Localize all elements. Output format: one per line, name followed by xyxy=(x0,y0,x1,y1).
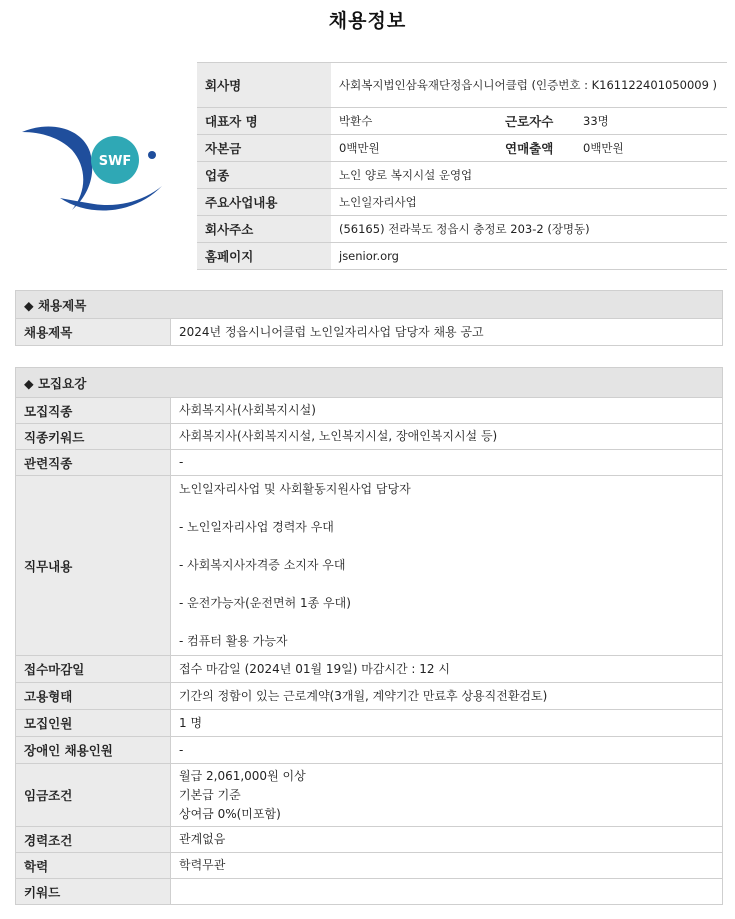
recruit-row xyxy=(16,879,723,905)
recruit-label: 임금조건 xyxy=(16,764,171,827)
recruit-row xyxy=(16,853,723,879)
recruit-row xyxy=(16,476,723,656)
recruit-row xyxy=(16,764,723,827)
recruit-value: 사회복지사(사회복지시설, 노인복지시설, 장애인복지시설 등) xyxy=(171,424,723,450)
homepage-value[interactable]: jsenior.org xyxy=(331,243,727,270)
job-description: 노인일자리사업 및 사회활동지원사업 담당자 - 노인일자리사업 경력자 우대 - 사회복지사자격증 소지자 우대 - 운전가능자(운전면허 1종 우대) - 컴퓨터 활용 가능자 xyxy=(171,476,723,656)
recruit-label: 학력 xyxy=(16,853,171,879)
recruit-value: 접수 마감일 (2024년 01월 19일) 마감시간 : 12 시 xyxy=(171,656,723,683)
title-section-header: ◆ 채용제목 xyxy=(16,291,723,319)
recruit-value: 관계없음 xyxy=(171,827,723,853)
recruit-label: 관련직종 xyxy=(16,450,171,476)
logo-text: SWF xyxy=(98,154,132,169)
recruit-row xyxy=(16,450,723,476)
recruit-value: 1 명 xyxy=(171,710,723,737)
title-section xyxy=(15,290,723,346)
recruit-label: 직종키워드 xyxy=(16,424,171,450)
business-value: 노인일자리사업 xyxy=(331,189,727,216)
recruit-label: 접수마감일 xyxy=(16,656,171,683)
company-row-capital xyxy=(197,135,727,162)
company-row-business xyxy=(197,189,727,216)
recruit-row xyxy=(16,710,723,737)
swf-logo-graphic xyxy=(20,118,170,218)
company-name-label: 회사명 xyxy=(197,63,331,108)
company-row-name xyxy=(197,63,727,108)
business-label: 주요사업내용 xyxy=(197,189,331,216)
recruit-label: 키워드 xyxy=(16,879,171,905)
recruit-label: 고용형태 xyxy=(16,683,171,710)
industry-label: 업종 xyxy=(197,162,331,189)
recruit-row xyxy=(16,398,723,424)
recruit-value: 사회복지사(사회복지시설) xyxy=(171,398,723,424)
address-label: 회사주소 xyxy=(197,216,331,243)
company-row-ceo xyxy=(197,108,727,135)
recruit-value: - xyxy=(171,450,723,476)
recruit-value: 기간의 정함이 있는 근로계약(3개월, 계약기간 만료후 상용직전환검토) xyxy=(171,683,723,710)
homepage-label: 홈페이지 xyxy=(197,243,331,270)
company-row-industry xyxy=(197,162,727,189)
address-value: (56165) 전라북도 정읍시 충정로 203-2 (장명동) xyxy=(331,216,727,243)
recruit-label: 모집인원 xyxy=(16,710,171,737)
recruit-row xyxy=(16,827,723,853)
page-title: 채용정보 xyxy=(328,10,407,32)
sales-label: 연매출액 xyxy=(497,135,575,162)
industry-value: 노인 양로 복지시설 운영업 xyxy=(331,162,727,189)
recruit-label: 모집직종 xyxy=(16,398,171,424)
swf-logo xyxy=(20,118,170,218)
job-title-value: 2024년 정읍시니어클럽 노인일자리사업 담당자 채용 공고 xyxy=(171,319,723,346)
sales-value: 0백만원 xyxy=(575,135,727,162)
recruit-label: 직무내용 xyxy=(16,476,171,656)
wage-conditions: 월급 2,061,000원 이상 기본급 기준 상여금 0%(미포함) xyxy=(171,764,723,827)
workers-label: 근로자수 xyxy=(497,108,575,135)
job-title-label: 채용제목 xyxy=(16,319,171,346)
recruit-row xyxy=(16,683,723,710)
recruit-label: 경력조건 xyxy=(16,827,171,853)
recruit-row xyxy=(16,424,723,450)
recruit-row xyxy=(16,656,723,683)
recruit-label: 장애인 채용인원 xyxy=(16,737,171,764)
workers-value: 33명 xyxy=(575,108,727,135)
ceo-value: 박환수 xyxy=(331,108,497,135)
ceo-label: 대표자 명 xyxy=(197,108,331,135)
recruit-section xyxy=(15,367,723,905)
recruit-value: 학력무관 xyxy=(171,853,723,879)
recruit-value: - xyxy=(171,737,723,764)
company-name-value: 사회복지법인삼육재단정읍시니어클럽 (인증번호 : K161122401050009 ) xyxy=(331,63,727,108)
company-row-homepage xyxy=(197,243,727,270)
capital-label: 자본금 xyxy=(197,135,331,162)
capital-value: 0백만원 xyxy=(331,135,497,162)
recruit-value xyxy=(171,879,723,905)
recruit-section-header: ◆ 모집요강 xyxy=(16,368,723,398)
company-row-address xyxy=(197,216,727,243)
company-info-table xyxy=(197,62,727,270)
recruit-row xyxy=(16,737,723,764)
